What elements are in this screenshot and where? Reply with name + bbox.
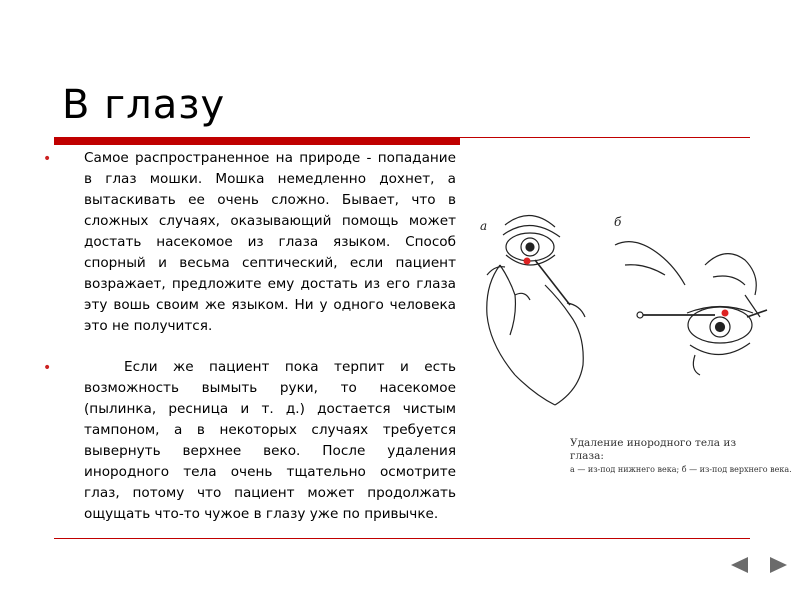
bottom-rule [54, 538, 750, 539]
bullet-marker: • [43, 360, 52, 376]
figure-label-a: а [480, 219, 488, 233]
figure-caption-sub: а — из-под нижнего века; б — из-под верхнего века. [570, 465, 792, 474]
paragraph-2: Если же пациент пока терпит и есть возможность вымыть руки, то насекомое (пылинка, ресница и т. д.) достается чистым тампоном, а в некоторых случаях требуется вывернуть верхнее веко. После удаления инородного тела очень тщательно осмотрите глаз, потому что пациент может продолжать ощущать что-то чужое в глазу уже по привычке. [84, 359, 456, 522]
figure-a-drawing [487, 215, 585, 405]
slide-title: В глазу [62, 82, 226, 128]
title-underline-thick [54, 137, 460, 145]
triangle-left-icon[interactable] [728, 555, 750, 575]
triangle-right-icon[interactable] [768, 555, 790, 575]
figure-caption-title: Удаление инородного тела из глаза: [570, 437, 737, 462]
title-underline-thin [460, 137, 750, 138]
paragraph-1: Самое распространенное на природе - попадание в глаз мошки. Мошка немедленно дохнет, а вытаскивать ее очень сложно. Бывает, что в сложных случаях, оказывающий помощь может достать насекомое из глаза языком. Способ спорный и весьма септический, если пациент возражает, предложите ему достать из его глаза эту вошь своим же языком. Ни у одного человека это не получится. [84, 150, 456, 334]
bullet-marker: • [43, 151, 52, 167]
figure-label-b: б [614, 215, 622, 229]
figure-caption [570, 437, 792, 476]
eye-procedure-illustration [475, 205, 792, 475]
figure-b-drawing [615, 242, 767, 375]
